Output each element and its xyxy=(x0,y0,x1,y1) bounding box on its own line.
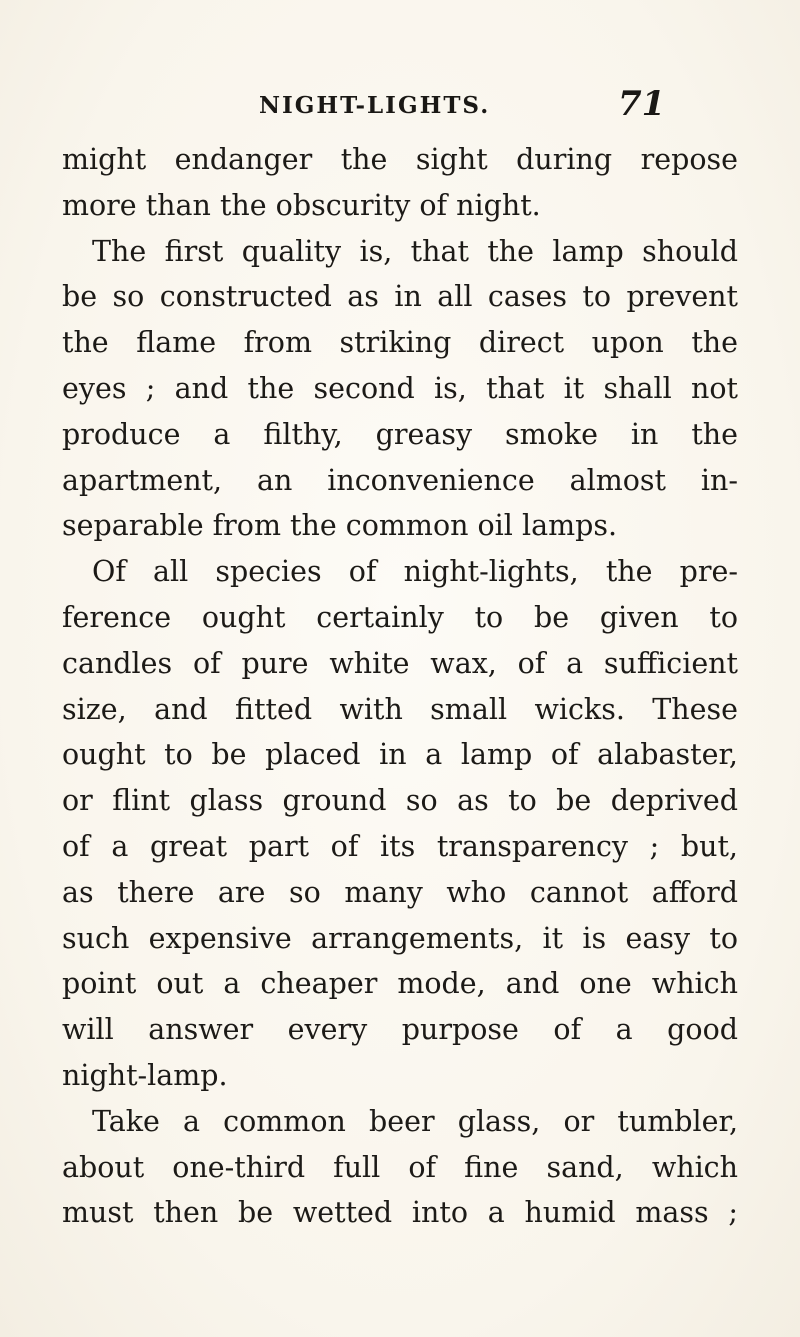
page-number: 71 xyxy=(618,84,666,124)
running-head xyxy=(0,84,800,128)
text-line: Of all species of night-lights, the pre- xyxy=(92,555,738,589)
text-line: must then be wetted into a humid mass ; xyxy=(62,1196,738,1230)
text-line: ought to be placed in a lamp of alabaster, xyxy=(62,738,738,772)
running-title: NIGHT-LIGHTS. xyxy=(259,92,491,119)
text-line: candles of pure white wax, of a sufficient xyxy=(62,646,738,680)
text-line: ference ought certainly to be given to xyxy=(62,600,738,634)
text-line: night-lamp. xyxy=(62,1058,228,1092)
text-line: as there are so many who cannot afford xyxy=(62,875,738,909)
text-line: point out a cheaper mode, and one which xyxy=(62,967,738,1001)
text-line: such expensive arrangements, it is easy to xyxy=(62,921,738,955)
text-line: be so constructed as in all cases to prevent xyxy=(62,280,738,314)
text-line: of a great part of its transparency ; but, xyxy=(62,829,738,863)
text-line: produce a filthy, greasy smoke in the xyxy=(62,417,738,451)
body-text xyxy=(62,137,738,1236)
text-line: will answer every purpose of a good xyxy=(62,1013,738,1047)
text-line: Take a common beer glass, or tumbler, xyxy=(92,1104,738,1138)
text-line: more than the obscurity of night. xyxy=(62,188,541,222)
text-line: The first quality is, that the lamp should xyxy=(92,234,738,268)
text-line: size, and fitted with small wicks. These xyxy=(62,692,738,726)
text-line: the flame from striking direct upon the xyxy=(62,326,738,360)
text-line: apartment, an inconvenience almost in- xyxy=(62,463,738,497)
text-line: separable from the common oil lamps. xyxy=(62,509,618,543)
text-line: might endanger the sight during repose xyxy=(62,143,738,176)
text-line: about one-third full of fine sand, which xyxy=(62,1150,738,1184)
text-line: or flint glass ground so as to be deprived xyxy=(62,784,738,818)
text-line: eyes ; and the second is, that it shall not xyxy=(62,371,738,405)
